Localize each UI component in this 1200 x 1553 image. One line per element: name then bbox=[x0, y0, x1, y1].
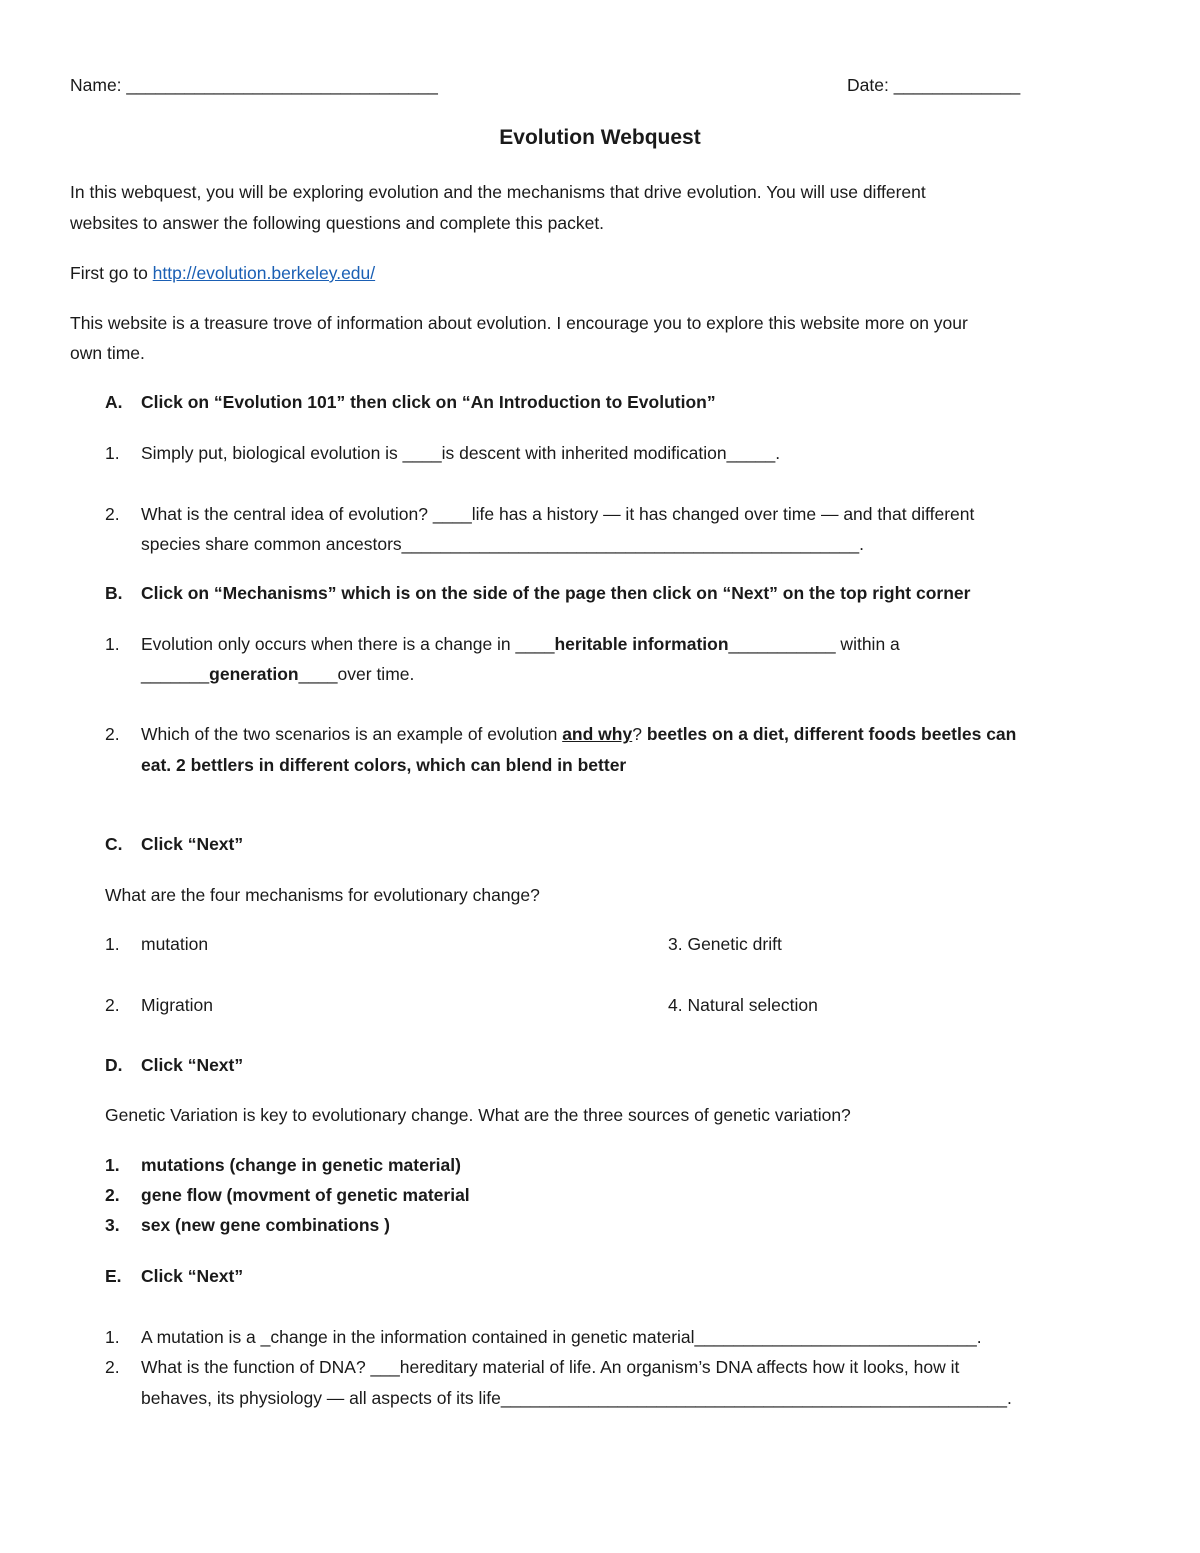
e-q2-line-2: behaves, its physiology — all aspects of its life____________________________________________________. bbox=[141, 1388, 1012, 1408]
section-b-letter: B. bbox=[105, 583, 123, 603]
a-q2-line-1: What is the central idea of evolution? ____life has a history — it has changed over time — and that different bbox=[141, 504, 975, 524]
name-field: Name: ________________________________ bbox=[70, 75, 438, 95]
c-m2-number: 2. bbox=[105, 995, 120, 1015]
b-q2-question-mark: ? bbox=[632, 724, 647, 744]
b-q1-middle: ___________ within a bbox=[728, 634, 900, 654]
d-question: Genetic Variation is key to evolutionary change. What are the three sources of genetic variation? bbox=[105, 1105, 851, 1125]
a-q2-number: 2. bbox=[105, 504, 120, 524]
a-q2-line-2: species share common ancestors_______________________________________________. bbox=[141, 534, 864, 554]
b-q1-l2-suffix: ____over time. bbox=[298, 664, 415, 684]
page-title: Evolution Webquest bbox=[499, 126, 701, 149]
b-q1-number: 1. bbox=[105, 634, 120, 654]
b-q2-answer-2: eat. 2 bettlers in different colors, which can blend in better bbox=[141, 755, 627, 775]
c-m2-text: Migration bbox=[141, 995, 213, 1015]
date-field: Date: _____________ bbox=[847, 75, 1021, 95]
b-q1-l2-prefix: _______ bbox=[141, 664, 210, 684]
b-q2-and-why: and why bbox=[562, 724, 633, 744]
d-s2-number: 2. bbox=[105, 1185, 120, 1205]
first-go-text: First go to bbox=[70, 263, 153, 283]
d-s1-text: mutations (change in genetic material) bbox=[141, 1155, 461, 1175]
b-q1-answer-2: generation bbox=[209, 664, 299, 684]
b-q1-answer-1: heritable information bbox=[554, 634, 729, 654]
e-q2-line-1: What is the function of DNA? ___hereditary material of life. An organism’s DNA affects how it looks, how it bbox=[141, 1357, 960, 1377]
b-q2-prefix: Which of the two scenarios is an example of evolution bbox=[141, 724, 563, 744]
d-s3-number: 3. bbox=[105, 1215, 120, 1235]
a-q1-number: 1. bbox=[105, 443, 120, 463]
section-a-heading: Click on “Evolution 101” then click on “An Introduction to Evolution” bbox=[141, 392, 716, 412]
e-q2-number: 2. bbox=[105, 1357, 120, 1377]
section-c-letter: C. bbox=[105, 834, 123, 854]
c-m1-number: 1. bbox=[105, 934, 120, 954]
a-q1-text: Simply put, biological evolution is ____is descent with inherited modification_____. bbox=[141, 443, 781, 463]
treasure-line-2: own time. bbox=[70, 343, 145, 363]
b-q1-line-1 bbox=[141, 634, 900, 655]
e-q1-number: 1. bbox=[105, 1327, 120, 1347]
section-e-letter: E. bbox=[105, 1266, 122, 1286]
b-q2-answer-1: beetles on a diet, different foods beetles can bbox=[646, 724, 1017, 744]
first-go-line bbox=[70, 263, 375, 284]
d-s2-text: gene flow (movment of genetic material bbox=[141, 1185, 470, 1205]
section-a-letter: A. bbox=[105, 392, 123, 412]
section-d-heading: Click “Next” bbox=[141, 1055, 244, 1075]
treasure-line-1: This website is a treasure trove of information about evolution. I encourage you to explore this website more on your bbox=[70, 313, 968, 333]
intro-line-1: In this webquest, you will be exploring evolution and the mechanisms that drive evolution. You will use different bbox=[70, 182, 926, 202]
section-d-letter: D. bbox=[105, 1055, 123, 1075]
berkeley-link[interactable]: http://evolution.berkeley.edu/ bbox=[152, 263, 376, 283]
d-s1-number: 1. bbox=[105, 1155, 120, 1175]
c-m3-text: 3. Genetic drift bbox=[668, 934, 782, 954]
section-c-heading: Click “Next” bbox=[141, 834, 244, 854]
b-q1-line-2 bbox=[141, 664, 414, 685]
b-q2-number: 2. bbox=[105, 724, 120, 744]
b-q1-prefix: Evolution only occurs when there is a change in ____ bbox=[141, 634, 555, 654]
c-m4-text: 4. Natural selection bbox=[668, 995, 818, 1015]
intro-line-2: websites to answer the following questions and complete this packet. bbox=[70, 213, 605, 233]
e-q1-text: A mutation is a _change in the information contained in genetic material_____________________________. bbox=[141, 1327, 982, 1347]
c-question: What are the four mechanisms for evolutionary change? bbox=[105, 885, 540, 905]
c-m1-text: mutation bbox=[141, 934, 209, 954]
d-s3-text: sex (new gene combinations ) bbox=[141, 1215, 390, 1235]
section-b-heading: Click on “Mechanisms” which is on the side of the page then click on “Next” on the top right corner bbox=[141, 583, 971, 603]
section-e-heading: Click “Next” bbox=[141, 1266, 244, 1286]
b-q2-line-1 bbox=[141, 724, 1016, 745]
